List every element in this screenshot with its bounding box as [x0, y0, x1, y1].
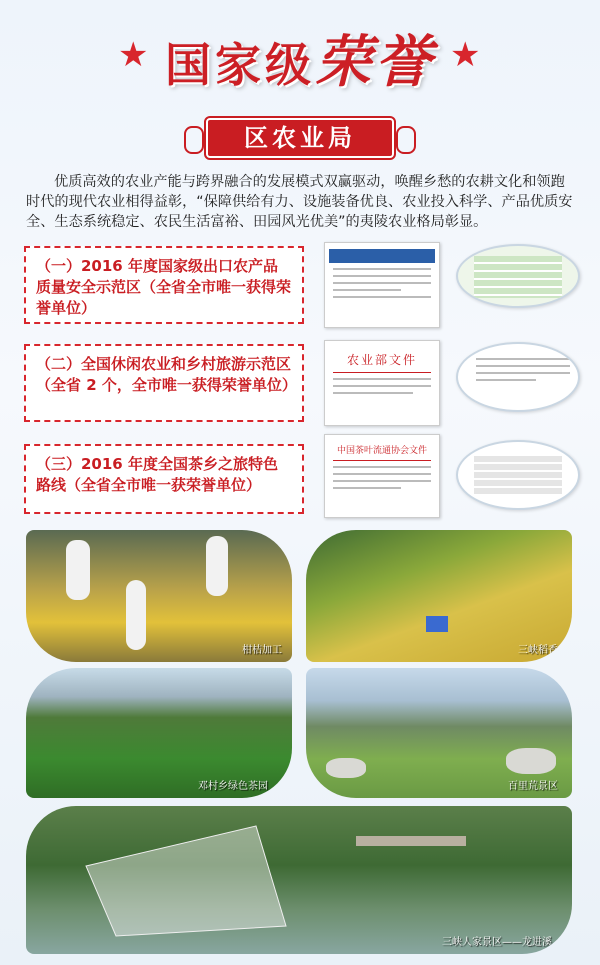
photo-tea-garden	[26, 668, 292, 798]
photo-river-fishing-net	[26, 806, 572, 954]
star-icon-right: ★	[450, 35, 481, 75]
photo-caption: 百里荒景区	[508, 781, 558, 792]
photo-orange-processing	[26, 530, 292, 662]
title-part1: 国家级	[165, 38, 315, 92]
photo-caption: 三峡人家景区——龙进溪	[442, 937, 552, 948]
honor-item-3	[24, 444, 304, 514]
photo-caption: 邓村乡绿色茶园	[198, 781, 268, 792]
honor-note: （全省全市唯一获荣誉单位）	[66, 476, 262, 494]
title-part2: 荣誉	[315, 29, 435, 95]
document-thumbnail-1	[324, 242, 440, 328]
photo-caption: 柑桔加工	[242, 645, 282, 656]
text-bubble-2	[456, 342, 580, 412]
document-thumbnail-3	[324, 434, 440, 518]
doc-header: 中国茶叶流通协会文件	[336, 446, 427, 456]
star-icon-left: ★	[118, 35, 149, 75]
section-banner: 区农业局	[206, 118, 394, 158]
table-bubble-1	[456, 244, 580, 308]
doc-header: 农业部文件	[346, 353, 417, 367]
photo-scenic-area	[306, 668, 572, 798]
fishing-net-icon	[26, 806, 572, 954]
photo-caption: 三峡稻香	[518, 645, 558, 656]
honor-item-1	[24, 246, 304, 324]
intro-paragraph: 优质高效的农业产能与跨界融合的发展模式双赢驱动，唤醒乡愁的农耕文化和领跑时代的现代农业相得益彰，“保障供给有力、设施装备优良、农业投入科学、产品优质安全、生态系统稳定、农民生活富裕、田园风光优美”的夷陵农业格局彰显。	[26, 174, 573, 230]
honor-title: （一）2016 年度国家级出口农产品质量安全示范区	[36, 257, 278, 296]
honor-note: （全省全市唯一获得荣誉单位）	[36, 278, 292, 317]
honor-note: （全省 2 个，全市唯一获得荣誉单位）	[36, 376, 297, 394]
honor-title: （三）2016 年度全国茶乡之旅特色路线	[36, 455, 278, 494]
table-bubble-3	[456, 440, 580, 510]
honor-item-2	[24, 344, 304, 422]
document-thumbnail-2	[324, 340, 440, 426]
page-title	[0, 18, 600, 98]
photo-rice-terraces	[306, 530, 572, 662]
honor-title: （二）全国休闲农业和乡村旅游示范区	[36, 355, 292, 373]
